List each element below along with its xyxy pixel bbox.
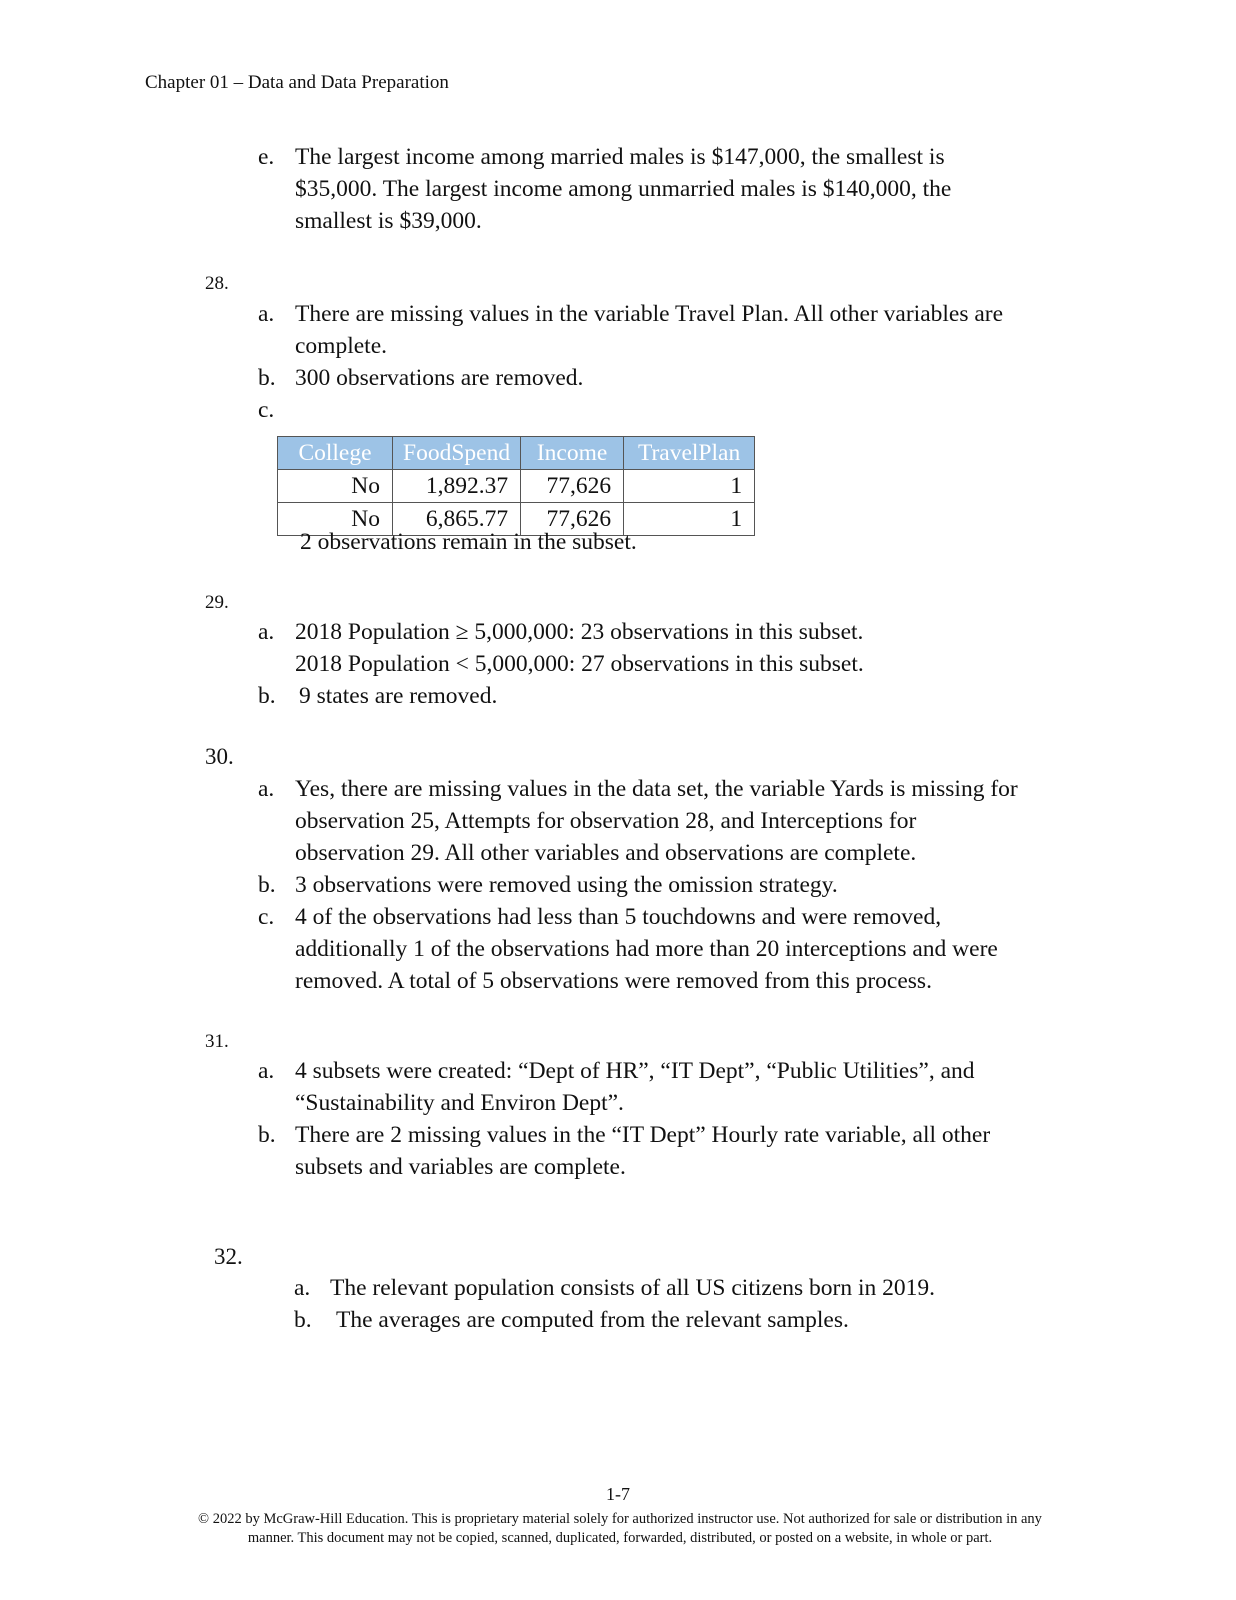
copyright-line-1: © 2022 by McGraw-Hill Education. This is proprietary material solely for authorized instructor use. Not authorized for sale or distribution in any bbox=[198, 1511, 1042, 1527]
q32a-label: a. bbox=[294, 1275, 311, 1301]
cell-college: No bbox=[278, 503, 393, 536]
q30b-text: 3 observations were removed using the omission strategy. bbox=[295, 872, 838, 898]
q30c-line-2: additionally 1 of the observations had more than 20 interceptions and were bbox=[295, 936, 998, 962]
col-college-header: College bbox=[278, 437, 393, 470]
q31b-line-2: subsets and variables are complete. bbox=[295, 1154, 626, 1180]
q30a-line-3: observation 29. All other variables and observations are complete. bbox=[295, 840, 917, 866]
q29a-line-2: 2018 Population < 5,000,000: 27 observations in this subset. bbox=[295, 651, 864, 677]
subset-table bbox=[277, 436, 755, 536]
cell-income: 77,626 bbox=[521, 503, 624, 536]
q27e-line-1: The largest income among married males is $147,000, the smallest is bbox=[295, 144, 945, 170]
q30c-line-1: 4 of the observations had less than 5 touchdowns and were removed, bbox=[295, 904, 942, 930]
question-number-31: 31. bbox=[205, 1031, 229, 1052]
copyright-notice bbox=[140, 1510, 1100, 1548]
page-number: 1-7 bbox=[606, 1484, 630, 1504]
cell-foodspend: 6,865.77 bbox=[393, 503, 521, 536]
q29a-line-1: 2018 Population ≥ 5,000,000: 23 observations in this subset. bbox=[295, 619, 864, 645]
q31a-line-1: 4 subsets were created: “Dept of HR”, “IT Dept”, “Public Utilities”, and bbox=[295, 1058, 975, 1084]
q31a-label: a. bbox=[258, 1058, 275, 1084]
q30a-line-1: Yes, there are missing values in the data set, the variable Yards is missing for bbox=[295, 776, 1018, 802]
table-row bbox=[278, 470, 755, 503]
q27e-line-2: $35,000. The largest income among unmarried males is $140,000, the bbox=[295, 176, 952, 202]
cell-travelplan: 1 bbox=[624, 503, 755, 536]
q28c-note: 2 observations remain in the subset. bbox=[300, 529, 637, 555]
q28a-line-1: There are missing values in the variable Travel Plan. All other variables are bbox=[295, 301, 1004, 327]
q27e-line-3: smallest is $39,000. bbox=[295, 208, 482, 234]
col-travelplan-header: TravelPlan bbox=[624, 437, 755, 470]
q30c-line-3: removed. A total of 5 observations were removed from this process. bbox=[295, 968, 932, 994]
question-number-30: 30. bbox=[205, 744, 234, 769]
col-income-header: Income bbox=[521, 437, 624, 470]
q32b-text: The averages are computed from the relevant samples. bbox=[336, 1307, 849, 1333]
q30a-label: a. bbox=[258, 776, 275, 802]
q29a-label: a. bbox=[258, 619, 275, 645]
q32a-text: The relevant population consists of all US citizens born in 2019. bbox=[330, 1275, 936, 1301]
q29b-text: 9 states are removed. bbox=[299, 683, 498, 709]
q30c-label: c. bbox=[258, 904, 275, 930]
cell-travelplan: 1 bbox=[624, 470, 755, 503]
q30a-line-2: observation 25, Attempts for observation 28, and Interceptions for bbox=[295, 808, 917, 834]
cell-foodspend: 1,892.37 bbox=[393, 470, 521, 503]
q31b-label: b. bbox=[258, 1122, 276, 1148]
question-number-28: 28. bbox=[205, 273, 229, 294]
question-number-29: 29. bbox=[205, 592, 229, 613]
copyright-line-2: manner. This document may not be copied, scanned, duplicated, forwarded, distributed, or posted on a website, in whole or part. bbox=[247, 1530, 993, 1546]
q28b-label: b. bbox=[258, 365, 276, 391]
cell-college: No bbox=[278, 470, 393, 503]
cell-income: 77,626 bbox=[521, 470, 624, 503]
table-header-row bbox=[278, 437, 755, 470]
page-header: Chapter 01 – Data and Data Preparation bbox=[145, 72, 449, 93]
q32b-label: b. bbox=[294, 1307, 312, 1333]
q28a-line-2: complete. bbox=[295, 333, 388, 359]
q29b-label: b. bbox=[258, 683, 276, 709]
col-foodspend-header: FoodSpend bbox=[393, 437, 521, 470]
q31b-line-1: There are 2 missing values in the “IT Dept” Hourly rate variable, all other bbox=[295, 1122, 991, 1148]
q30b-label: b. bbox=[258, 872, 276, 898]
q28a-label: a. bbox=[258, 301, 275, 327]
q28b-text: 300 observations are removed. bbox=[295, 365, 584, 391]
q28c-label: c. bbox=[258, 397, 275, 423]
q31a-line-2: “Sustainability and Environ Dept”. bbox=[295, 1090, 624, 1116]
question-number-32: 32. bbox=[214, 1244, 243, 1269]
q27e-label: e. bbox=[258, 144, 275, 170]
